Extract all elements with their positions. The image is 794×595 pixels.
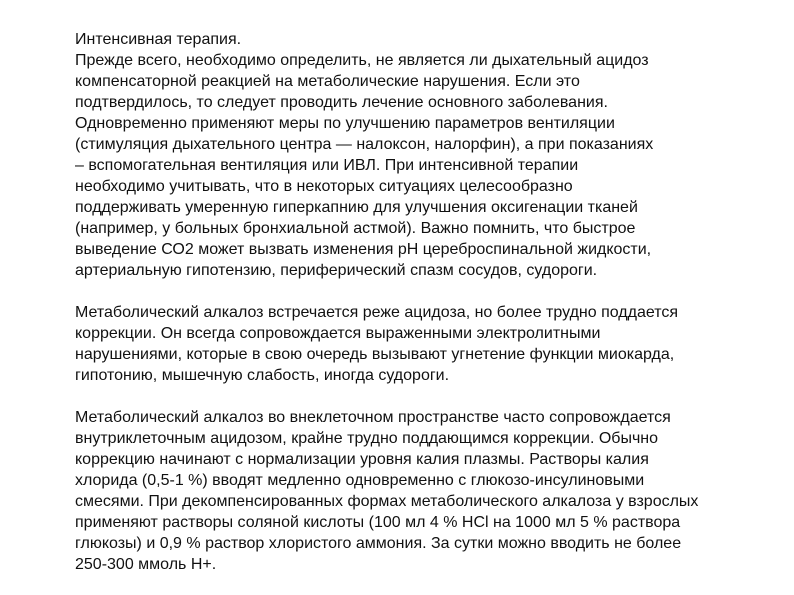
text-line: Метаболический алкалоз во внеклеточном пространстве часто сопровождается [75,409,671,426]
text-line: внутриклеточным ацидозом, крайне трудно поддающимся коррекции. Обычно [75,430,659,447]
paragraph-alkalosis-correction [75,407,775,575]
paragraph-gap [75,386,775,407]
paragraph-intensive-therapy [75,29,775,281]
text-line: глюкозы) и 0,9 % раствор хлористого аммония. За сутки можно вводить не более [75,535,682,552]
text-line: поддерживать умеренную гиперкапнию для улучшения оксигенации тканей [75,199,638,216]
slide-body-text [75,29,775,575]
text-line: выведение СО2 может вызвать изменения рН цереброспинальной жидкости, [75,241,652,258]
text-line: хлорида (0,5-1 %) вводят медленно одновременно с глюкозо-инсулиновыми [75,472,645,489]
text-line: коррекции. Он всегда сопровождается выраженными электролитными [75,325,601,342]
text-line: (стимуляция дыхательного центра — налоксон, налорфин), а при показаниях [75,136,654,153]
text-line: артериальную гипотензию, периферический спазм сосудов, судороги. [75,262,598,279]
text-line: нарушениями, которые в свою очередь вызывают угнетение функции миокарда, [75,346,675,363]
text-line: коррекцию начинают с нормализации уровня калия плазмы. Растворы калия [75,451,649,468]
text-line: – вспомогательная вентиляция или ИВЛ. При интенсивной терапии [75,157,579,174]
text-line: Прежде всего, необходимо определить, не является ли дыхательный ацидоз [75,52,649,69]
text-line: применяют растворы соляной кислоты (100 мл 4 % HCl на 1000 мл 5 % раствора [75,514,681,531]
text-line: гипотонию, мышечную слабость, иногда судороги. [75,367,450,384]
text-line: смесями. При декомпенсированных формах метаболического алкалоза у взрослых [75,493,699,510]
text-line: Метаболический алкалоз встречается реже ацидоза, но более трудно поддается [75,304,679,321]
text-line: подтвердилось, то следует проводить лечение основного заболевания. [75,94,608,111]
text-line: необходимо учитывать, что в некоторых ситуациях целесообразно [75,178,573,195]
text-line: Интенсивная терапия. [75,31,242,48]
text-line: компенсаторной реакцией на метаболические нарушения. Если это [75,73,580,90]
text-line: (например, у больных бронхиальной астмой). Важно помнить, что быстрое [75,220,636,237]
paragraph-gap [75,281,775,302]
text-line: 250-300 ммоль Н+. [75,556,217,573]
text-line: Одновременно применяют меры по улучшению параметров вентиляции [75,115,615,132]
paragraph-metabolic-alkalosis [75,302,775,386]
